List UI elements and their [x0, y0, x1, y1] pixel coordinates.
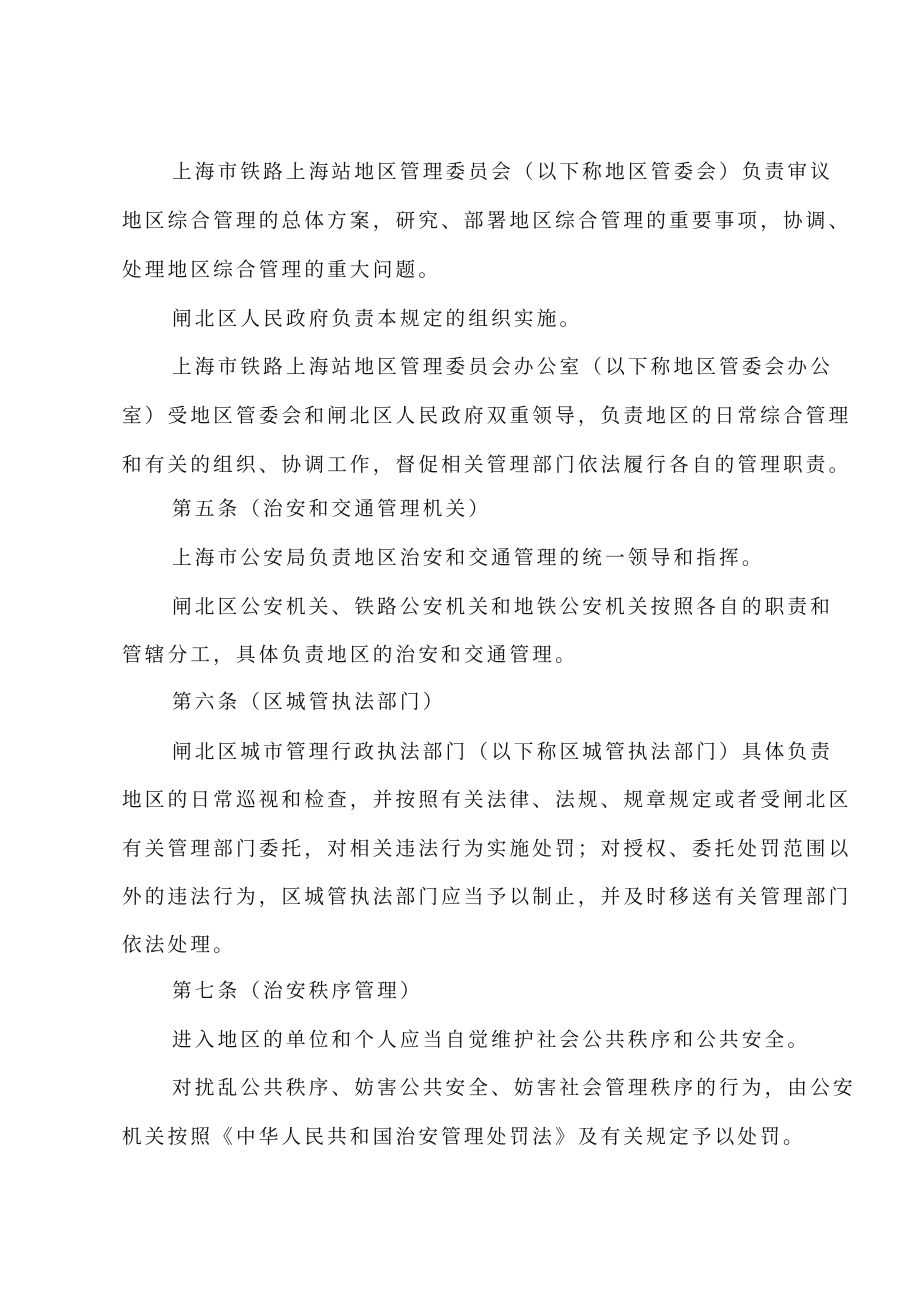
paragraph-enforcement-line-1: 闸北区城市管理行政执法部门（以下称区城管执法部门）具体负责: [172, 740, 834, 763]
paragraph-penalty-line-1: 对扰乱公共秩序、妨害公共安全、妨害社会管理秩序的行为，由公安: [172, 1076, 856, 1099]
paragraph-committee-line-1: 上海市铁路上海站地区管理委员会（以下称地区管委会）负责审议: [172, 160, 834, 183]
paragraph-enforcement-line-3: 有关管理部门委托，对相关违法行为实施处罚；对授权、委托处罚范围以: [122, 837, 852, 860]
paragraph-order: 进入地区的单位和个人应当自觉维护社会公共秩序和公共安全。: [172, 1028, 811, 1051]
paragraph-committee-line-2: 地区综合管理的总体方案，研究、部署地区综合管理的重要事项，协调、: [122, 209, 852, 232]
article-5-heading: 第五条（治安和交通管理机关）: [172, 497, 492, 520]
article-7-heading: 第七条（治安秩序管理）: [172, 979, 423, 1002]
paragraph-public-security: 上海市公安局负责地区治安和交通管理的统一领导和指挥。: [172, 546, 765, 569]
paragraph-enforcement-line-5: 依法处理。: [122, 933, 236, 956]
paragraph-committee-line-3: 处理地区综合管理的重大问题。: [122, 258, 442, 281]
paragraph-enforcement-line-4: 外的违法行为，区城管执法部门应当予以制止，并及时移送有关管理部门: [122, 885, 852, 908]
paragraph-office-line-1: 上海市铁路上海站地区管理委员会办公室（以下称地区管委会办公: [172, 355, 834, 378]
paragraph-office-line-2: 室）受地区管委会和闸北区人民政府双重领导，负责地区的日常综合管理: [122, 404, 852, 427]
paragraph-penalty-line-2: 机关按照《中华人民共和国治安管理处罚法》及有关规定予以处罚。: [122, 1125, 806, 1148]
paragraph-district-government: 闸北区人民政府负责本规定的组织实施。: [172, 307, 583, 330]
paragraph-office-line-3: 和有关的组织、协调工作，督促相关管理部门依法履行各自的管理职责。: [122, 453, 852, 476]
article-6-heading: 第六条（区城管执法部门）: [172, 690, 446, 713]
paragraph-police-line-2: 管辖分工，具体负责地区的治安和交通管理。: [122, 643, 578, 666]
paragraph-enforcement-line-2: 地区的日常巡视和检查，并按照有关法律、法规、规章规定或者受闸北区: [122, 788, 852, 811]
paragraph-police-line-1: 闸北区公安机关、铁路公安机关和地铁公安机关按照各自的职责和: [172, 595, 834, 618]
